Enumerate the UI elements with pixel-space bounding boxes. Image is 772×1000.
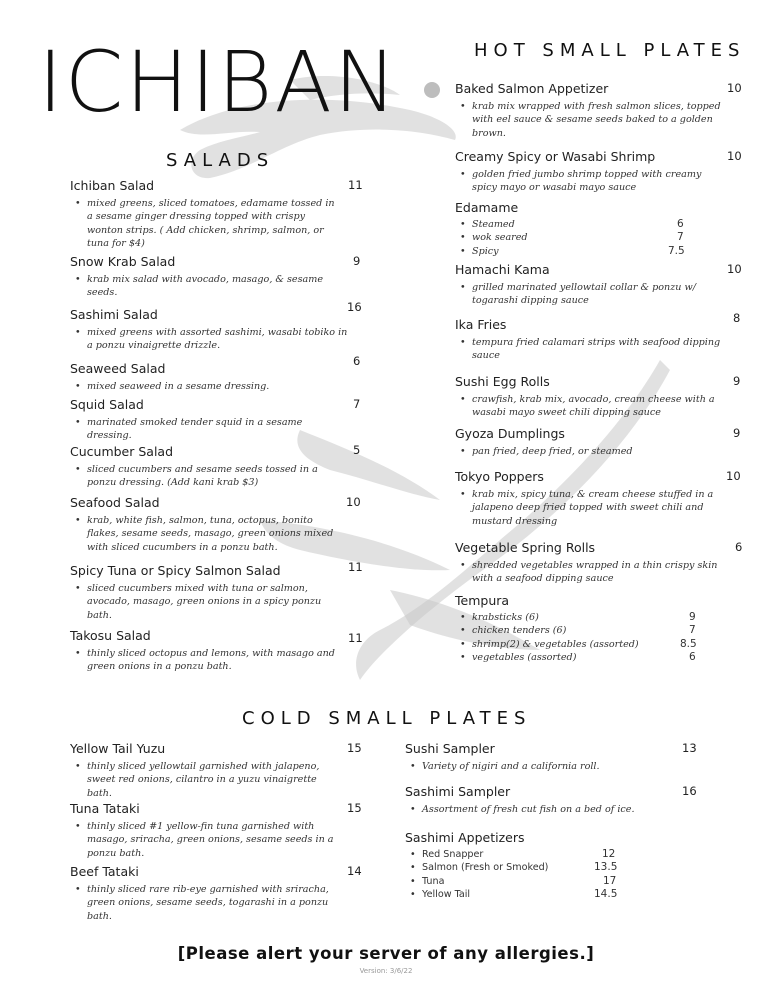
menu-item-edamame [455,200,740,258]
item-description: • thinly sliced #1 yellow-fin tuna garnished with masago, sriracha, green onions, sesame seeds in a ponzu bath. [87,820,352,860]
item-name: Sushi Egg Rolls [455,374,550,389]
menu-item-hamachi-kama [455,262,740,308]
item-name: Ika Fries [455,317,507,332]
item-description: • krab mix wrapped with fresh salmon slices, topped with eel sauce & sesame seeds baked to a golden brown. [472,100,722,140]
item-description: • grilled marinated yellowtail collar & ponzu w/ togarashi dipping sauce [472,281,722,308]
option-row [422,875,642,888]
item-description: • tempura fried calamari strips with seafood dipping sauce [472,336,722,363]
option-label: Steamed [472,219,515,230]
menu-item-beef-tataki [70,864,365,923]
item-name: Seaweed Salad [70,361,166,376]
menu-item-spicy-tuna-salad [70,560,363,622]
menu-item-sashimi-appetizers [405,830,705,902]
item-name: Beef Tataki [70,864,139,879]
option-price: 6 [677,218,684,230]
menu-item-baked-salmon [455,81,740,140]
item-price: 10 [727,149,742,163]
item-name: Creamy Spicy or Wasabi Shrimp [455,149,656,164]
menu-item-sashimi-salad [70,300,362,353]
item-price: 6 [353,354,361,368]
menu-item-squid-salad [70,397,360,443]
option-price: 6 [689,651,696,664]
option-row [472,611,712,624]
item-description: • thinly sliced yellowtail garnished with jalapeno, sweet red onions, cilantro in a yuzu vinaigrette bath. [87,760,337,800]
menu-item-gyoza [455,426,740,458]
item-price: 16 [347,300,362,314]
menu-item-sashimi-sampler [405,784,705,816]
menu-item-seafood-salad [70,495,360,554]
item-price: 13 [682,741,697,755]
option-label: Spicy [472,245,499,257]
section-title-salads: SALADS [166,150,275,171]
menu-item-sushi-egg-rolls [455,374,740,420]
menu-item-ika-fries [455,311,741,363]
item-price: 11 [348,178,363,192]
option-row [472,624,712,637]
item-description: • thinly sliced rare rib-eye garnished with sriracha, green onions, sesame seeds, togarashi in a ponzu bath. [87,883,347,923]
item-name: Vegetable Spring Rolls [455,540,596,555]
allergy-notice: [Please alert your server of any allergies.] [177,944,595,963]
item-name: Tuna Tataki [70,801,140,816]
item-price: 14 [347,864,362,878]
menu-item-sushi-sampler [405,741,705,773]
menu-item-tuna-tataki [70,801,365,860]
item-description: • krab mix, spicy tuna, & cream cheese stuffed in a jalapeno deep fried topped with sweet chili and mustard dressing [472,488,722,528]
item-name: Squid Salad [70,397,144,412]
option-label: Red Snapper [422,849,484,860]
version-label: Version: 3/6/22 [359,967,413,975]
menu-item-yellow-tail-yuzu [70,741,365,800]
menu-item-spring-rolls [455,540,745,586]
menu-item-tempura [455,593,740,665]
item-description: • mixed greens with assorted sashimi, wasabi tobiko in a ponzu vinaigrette drizzle. [87,326,352,353]
option-row [472,245,712,258]
item-name: Tempura [455,593,510,608]
option-row [422,848,642,861]
item-description: • krab, white fish, salmon, tuna, octopus, bonito flakes, sesame seeds, masago, green onions mixed with sliced cucumbers in a ponzu bath. [87,514,342,554]
item-name: Baked Salmon Appetizer [455,81,609,96]
menu-item-seaweed-salad [70,354,361,393]
item-description: • Variety of nigiri and a california roll. [422,760,692,773]
option-row [472,651,712,664]
menu-item-creamy-shrimp [455,149,740,195]
option-price: 17 [603,874,617,887]
option-row [422,888,642,901]
item-description: • thinly sliced octopus and lemons, with masago and green onions in a ponzu bath. [87,647,342,674]
item-name: Cucumber Salad [70,444,174,459]
item-price: 15 [347,741,362,755]
option-price: 9 [689,611,696,623]
item-price: 10 [726,469,741,483]
item-description: • crawfish, krab mix, avocado, cream cheese with a wasabi mayo sweet chili dipping sauce [472,393,722,420]
menu-item-cucumber-salad [70,444,360,490]
option-row [422,861,642,874]
option-price: 12 [602,848,616,860]
section-title-cold: COLD SMALL PLATES [242,708,532,729]
option-price: 13.5 [594,861,618,874]
menu-item-ichiban-salad [70,178,363,251]
item-price: 10 [346,495,361,509]
item-price: 15 [347,801,362,815]
option-label: Yellow Tail [422,889,471,901]
item-description: • mixed seaweed in a sesame dressing. [87,380,337,393]
item-price: 10 [727,81,742,95]
item-name: Gyoza Dumplings [455,426,565,441]
item-description: • mixed greens, sliced tomatoes, edamame tossed in a sesame ginger dressing topped with crispy wonton strips. ( Add chicken, shrimp, salmon, or tuna for $4) [87,197,337,251]
item-name: Sashimi Salad [70,307,158,322]
option-label: shrimp(2) & vegetables (assorted) [472,638,639,650]
item-name: Edamame [455,200,519,215]
item-name: Takosu Salad [70,628,151,643]
item-price: 6 [735,540,743,554]
menu-item-snow-krab-salad [70,254,360,300]
option-label: krabsticks (6) [472,612,539,623]
item-name: Yellow Tail Yuzu [70,741,166,756]
item-price: 11 [348,631,363,645]
option-label: vegetables (assorted) [472,652,577,664]
item-description: • sliced cucumbers and sesame seeds tossed in a ponzu dressing. (Add kani krab $3) [87,463,337,490]
item-name: Spicy Tuna or Spicy Salmon Salad [70,563,281,578]
option-label: Tuna [422,875,445,887]
option-price: 7 [677,231,684,244]
item-price: 16 [682,784,697,798]
item-name: Tokyo Poppers [455,469,544,484]
item-price: 9 [733,374,741,388]
item-price: 9 [353,254,361,268]
item-description: • pan fried, deep fried, or steamed [472,445,722,458]
item-description: • shredded vegetables wrapped in a thin crispy skin with a seafood dipping sauce [472,559,722,586]
item-description: • Assortment of fresh cut fish on a bed of ice. [422,803,692,816]
item-name: Snow Krab Salad [70,254,176,269]
item-description: • sliced cucumbers mixed with tuna or salmon, avocado, masago, green onions in a spicy ponzu bath. [87,582,337,622]
item-name: Sushi Sampler [405,741,495,756]
item-description: • krab mix salad with avocado, masago, & sesame seeds. [87,273,337,300]
item-price: 5 [353,443,361,457]
item-name: Sashimi Appetizers [405,830,525,845]
item-price: 11 [348,560,363,574]
item-price: 10 [727,262,742,276]
item-name: Ichiban Salad [70,178,155,193]
option-row [472,638,712,651]
option-price: 7 [689,624,696,637]
item-description: • marinated smoked tender squid in a sesame dressing. [87,416,327,443]
item-name: Hamachi Kama [455,262,550,277]
restaurant-logo: ICHIBAN [38,33,399,131]
item-price: 8 [733,311,741,325]
option-row [472,231,712,244]
option-price: 8.5 [680,637,697,650]
item-description: • golden fried jumbo shrimp topped with creamy spicy mayo or wasabi mayo sauce [472,168,722,195]
option-label: Salmon (Fresh or Smoked) [422,862,549,874]
option-price: 14.5 [594,888,618,901]
item-name: Sashimi Sampler [405,784,511,799]
item-price: 7 [353,397,361,411]
option-label: chicken tenders (6) [472,625,567,637]
menu-item-tokyo-poppers [455,469,740,528]
option-price: 7.5 [668,244,685,257]
menu-item-takosu-salad [70,628,363,674]
option-label: wok seared [472,232,528,244]
section-title-hot: HOT SMALL PLATES [474,40,746,61]
item-name: Seafood Salad [70,495,160,510]
item-price: 9 [733,426,741,440]
logo-dot-ornament [424,82,440,98]
option-row [472,218,712,231]
